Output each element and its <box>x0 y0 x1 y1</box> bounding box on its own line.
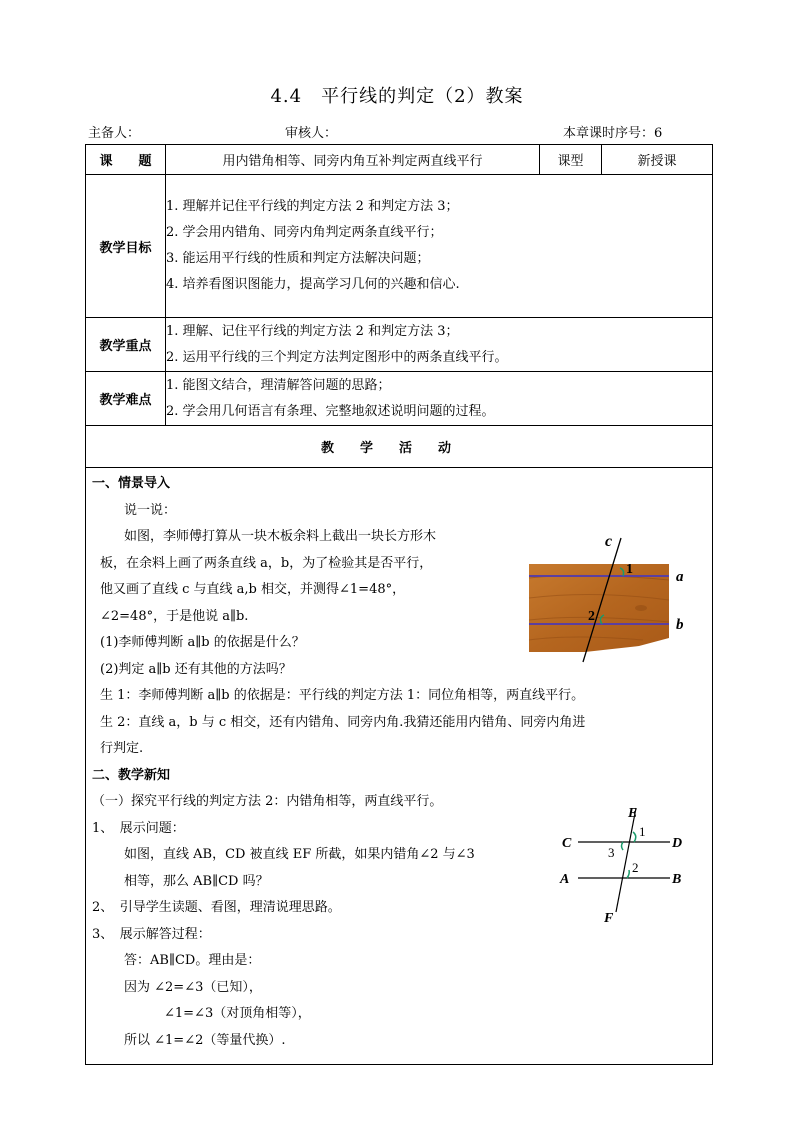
goal-item: 2. 学会用内错角、同旁内角判定两条直线平行； <box>166 225 443 240</box>
label-a: a <box>676 569 684 585</box>
goal-item: 1. 理解并记住平行线的判定方法 2 和判定方法 3； <box>166 199 459 214</box>
text-line: 因为 ∠2=∠3（已知）， <box>124 980 262 995</box>
subsection-title: （一）探究平行线的判定方法 2：内错角相等，两直线平行。 <box>92 794 443 809</box>
transversal-figure <box>556 804 691 926</box>
text-line: 他又画了直线 c 与直线 a,b 相交，并测得∠1=48°， <box>100 582 406 597</box>
lesson-plan-table <box>85 144 713 1065</box>
label-c: c <box>605 533 613 550</box>
page-title: 4.4 平行线的判定（2）教案 <box>270 86 524 107</box>
type-value: 新授课 <box>602 145 713 175</box>
list-item: 3、 展示解答过程： <box>92 927 211 942</box>
list-item: 1、 展示问题： <box>92 821 185 836</box>
label-B: B <box>672 872 682 887</box>
lesson-number: 本章课时序号：6 <box>563 126 663 141</box>
topic-label: 课 题 <box>86 145 166 175</box>
text-line: 相等，那么 AB∥CD 吗？ <box>124 874 269 889</box>
label-angle-1: 1 <box>639 824 646 839</box>
label-C: C <box>562 836 572 851</box>
label-A: A <box>560 872 570 887</box>
preparer-label: 主备人： <box>88 126 141 141</box>
text-line: 如图，直线 AB，CD 被直线 EF 所截，如果内错角∠2 与∠3 <box>124 847 475 862</box>
activities-body <box>86 468 713 1065</box>
difficulties-row <box>86 372 713 426</box>
key-points-list <box>166 318 713 372</box>
topic-row <box>86 145 713 175</box>
text-line: 生 2：直线 a，b 与 c 相交，还有内错角、同旁内角.我猜还能用内错角、同旁内角进 <box>100 715 586 730</box>
text-line: (1)李师傅判断 a∥b 的依据是什么？ <box>100 635 305 650</box>
text-line: ∠1=∠3（对顶角相等）， <box>164 1006 311 1021</box>
angle-1-arc <box>633 832 636 842</box>
text-line: 板，在余料上画了两条直线 a，b，为了检验其是否平行， <box>100 556 433 571</box>
section-title: 一、情景导入 <box>92 476 171 491</box>
difficulties-list <box>166 372 713 426</box>
label-angle-1: 1 <box>626 562 633 577</box>
angle-2-arc <box>627 870 629 878</box>
goals-label: 教学目标 <box>86 175 166 318</box>
key-points-row <box>86 318 713 372</box>
key-point-item: 1. 理解、记住平行线的判定方法 2 和判定方法 3； <box>166 323 459 339</box>
type-label: 课型 <box>540 145 602 175</box>
label-D: D <box>672 836 683 851</box>
goals-row <box>86 175 713 318</box>
difficulty-item: 2. 学会用几何语言有条理、完整地叙述说明问题的过程。 <box>166 403 495 419</box>
label-angle-3: 3 <box>608 845 615 860</box>
activities-row <box>86 468 713 1065</box>
topic-value: 用内错角相等、同旁内角互补判定两直线平行 <box>166 145 540 175</box>
reviewer-label: 审核人： <box>285 126 338 141</box>
label-angle-2: 2 <box>588 609 595 624</box>
angle-3-arc <box>622 842 624 850</box>
label-b: b <box>676 617 684 633</box>
list-item: 2、 引导学生读题、看图，理清说理思路。 <box>92 900 341 915</box>
wood-board-figure <box>523 528 693 668</box>
goal-item: 3. 能运用平行线的性质和判定方法解决问题； <box>166 251 430 266</box>
label-E: E <box>628 806 638 821</box>
difficulties-label: 教学难点 <box>86 372 166 426</box>
key-point-item: 2. 运用平行线的三个判定方法判定图形中的两条直线平行。 <box>166 349 508 365</box>
text-line: 行判定. <box>100 741 144 756</box>
text-line: 说一说： <box>124 503 177 518</box>
key-points-label: 教学重点 <box>86 318 166 372</box>
section-title: 二、教学新知 <box>92 768 171 783</box>
activities-header-row <box>86 426 713 468</box>
label-angle-2: 2 <box>632 860 639 875</box>
goals-list <box>166 175 713 318</box>
text-line: (2)判定 a∥b 还有其他的方法吗？ <box>100 662 292 677</box>
text-line: 如图，李师傅打算从一块木板余料上截出一块长方形木 <box>124 529 437 544</box>
text-line: 生 1：李师傅判断 a∥b 的依据是：平行线的判定方法 1：同位角相等，两直线平行。 <box>100 688 585 703</box>
text-line: 答：AB∥CD。理由是： <box>124 953 261 968</box>
goal-item: 4. 培养看图识图能力，提高学习几何的兴趣和信心. <box>166 277 460 292</box>
label-F: F <box>604 911 614 926</box>
difficulty-item: 1. 能图文结合，理清解答问题的思路； <box>166 377 391 393</box>
activities-header: 教学活动 <box>86 426 713 468</box>
text-line: ∠2=48°，于是他说 a∥b. <box>100 609 249 624</box>
text-line: 所以 ∠1=∠2（等量代换）. <box>124 1033 286 1048</box>
